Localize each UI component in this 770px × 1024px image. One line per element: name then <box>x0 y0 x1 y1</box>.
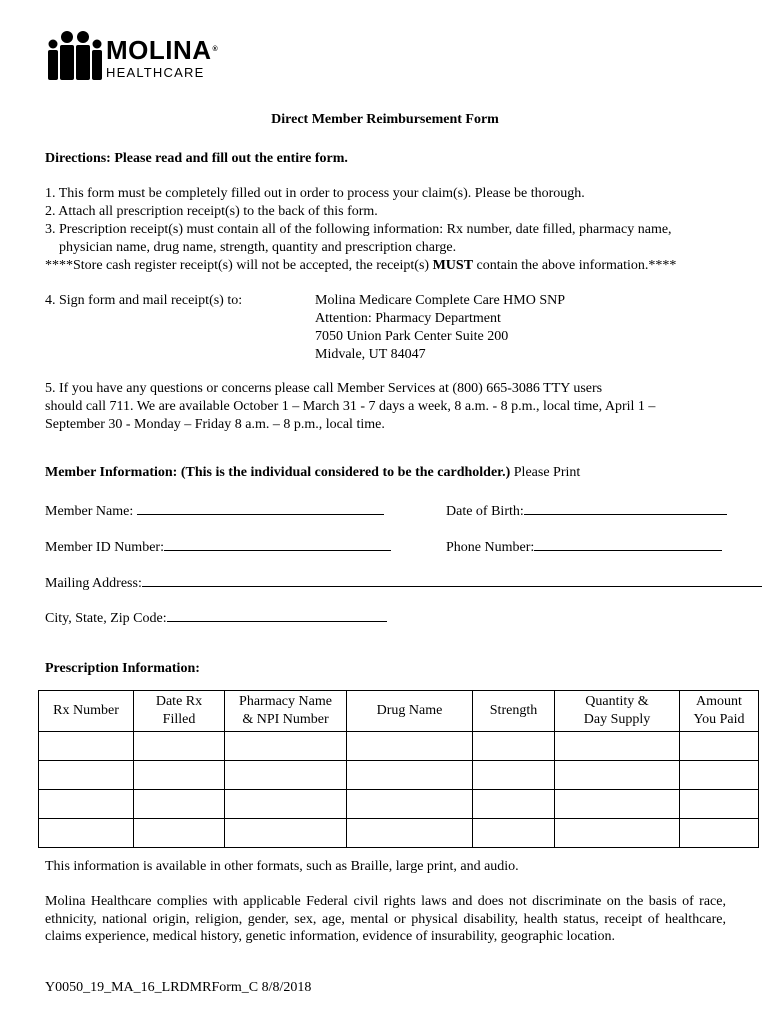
instruction-1: 1. This form must be completely filled out in order to process your claim(s). Please be thorough. <box>45 186 585 201</box>
table-cell[interactable] <box>39 732 134 761</box>
table-cell[interactable] <box>473 761 555 790</box>
address-line: Midvale, UT 84047 <box>315 347 426 362</box>
phone-number-field[interactable]: Phone Number: <box>446 536 722 557</box>
table-cell[interactable] <box>473 819 555 848</box>
member-name-field[interactable]: Member Name: <box>45 500 384 521</box>
instruction-5-cont: should call 711. We are available October 1 – March 31 - 7 days a week, 8 a.m. - 8 p.m., local time, April 1 – <box>45 399 656 414</box>
table-row <box>39 819 759 848</box>
receipt-warning: ****Store cash register receipt(s) will not be accepted, the receipt(s) MUST contain the above information.**** <box>45 258 677 273</box>
table-cell[interactable] <box>680 790 759 819</box>
civil-rights-notice: Molina Healthcare complies with applicable Federal civil rights laws and does not discriminate on the basis of race, ethnicity, national origin, religion, gender, sex, age, mental or physical disability, health status, receipt of healthcare, claims experience, medical history, genetic information, evidence of insurability, geographic location. <box>45 894 726 944</box>
table-cell[interactable] <box>347 790 473 819</box>
instruction-5-hours: September 30 - Monday – Friday 8 a.m. – 8 p.m., local time. <box>45 417 385 432</box>
city-state-zip-line[interactable] <box>167 607 387 622</box>
column-header: Rx Number <box>39 691 134 732</box>
address-line: Molina Medicare Complete Care HMO SNP <box>315 293 566 308</box>
table-cell[interactable] <box>347 819 473 848</box>
date-of-birth-field[interactable]: Date of Birth: <box>446 500 727 521</box>
prescription-heading: Prescription Information: <box>45 661 200 676</box>
table-header-row <box>39 691 759 732</box>
table-cell[interactable] <box>680 819 759 848</box>
member-info-heading: Member Information: (This is the individual considered to be the cardholder.) Please Print <box>45 465 581 480</box>
table-cell[interactable] <box>39 761 134 790</box>
address-line: 7050 Union Park Center Suite 200 <box>315 329 509 344</box>
table-cell[interactable] <box>134 761 225 790</box>
mailing-address-block <box>315 292 565 364</box>
table-row <box>39 732 759 761</box>
table-cell[interactable] <box>39 790 134 819</box>
alternate-formats-note: This information is available in other formats, such as Braille, large print, and audio. <box>45 859 519 874</box>
table-cell[interactable] <box>225 819 347 848</box>
date-of-birth-line[interactable] <box>524 500 727 515</box>
phone-number-line[interactable] <box>534 536 722 551</box>
instruction-3: 3. Prescription receipt(s) must contain all of the following information: Rx number, date filled, pharmacy name, <box>45 222 672 237</box>
column-header: Amount You Paid <box>680 691 759 732</box>
table-cell[interactable] <box>555 732 680 761</box>
column-header: Pharmacy Name & NPI Number <box>225 691 347 732</box>
directions-heading: Directions: Please read and fill out the entire form. <box>45 151 348 166</box>
table-cell[interactable] <box>225 732 347 761</box>
table-cell[interactable] <box>225 761 347 790</box>
instruction-4: 4. Sign form and mail receipt(s) to: <box>45 293 243 308</box>
table-cell[interactable] <box>555 761 680 790</box>
table-cell[interactable] <box>555 790 680 819</box>
table-cell[interactable] <box>134 790 225 819</box>
table-row <box>39 761 759 790</box>
table-cell[interactable] <box>225 790 347 819</box>
people-logo-icon <box>46 28 102 82</box>
form-title: Direct Member Reimbursement Form <box>271 112 499 127</box>
instruction-2: 2. Attach all prescription receipt(s) to the back of this form. <box>45 204 378 219</box>
table-cell[interactable] <box>680 761 759 790</box>
mailing-address-line[interactable] <box>142 572 762 587</box>
mailing-address-field[interactable]: Mailing Address: <box>45 572 762 593</box>
instruction-3-cont: physician name, drug name, strength, quantity and prescription charge. <box>59 240 457 255</box>
address-line: Attention: Pharmacy Department <box>315 311 501 326</box>
column-header: Date Rx Filled <box>134 691 225 732</box>
table-cell[interactable] <box>555 819 680 848</box>
table-cell[interactable] <box>347 761 473 790</box>
molina-logo <box>46 28 236 84</box>
table-row <box>39 790 759 819</box>
city-state-zip-field[interactable]: City, State, Zip Code: <box>45 607 387 628</box>
logo-subtitle: HEALTHCARE <box>106 65 205 80</box>
form-code: Y0050_19_MA_16_LRDMRForm_C 8/8/2018 <box>45 980 312 995</box>
table-cell[interactable] <box>347 732 473 761</box>
table-cell[interactable] <box>134 732 225 761</box>
instruction-5: 5. If you have any questions or concerns please call Member Services at (800) 665-3086 TTY users <box>45 381 603 396</box>
table-cell[interactable] <box>473 790 555 819</box>
column-header: Drug Name <box>347 691 473 732</box>
prescription-table <box>38 690 759 848</box>
table-cell[interactable] <box>680 732 759 761</box>
table-cell[interactable] <box>134 819 225 848</box>
member-name-line[interactable] <box>137 500 384 515</box>
member-id-line[interactable] <box>164 536 391 551</box>
table-cell[interactable] <box>473 732 555 761</box>
member-id-field[interactable]: Member ID Number: <box>45 536 391 557</box>
column-header: Quantity & Day Supply <box>555 691 680 732</box>
column-header: Strength <box>473 691 555 732</box>
table-cell[interactable] <box>39 819 134 848</box>
logo-brand: MOLINA® <box>106 35 219 65</box>
